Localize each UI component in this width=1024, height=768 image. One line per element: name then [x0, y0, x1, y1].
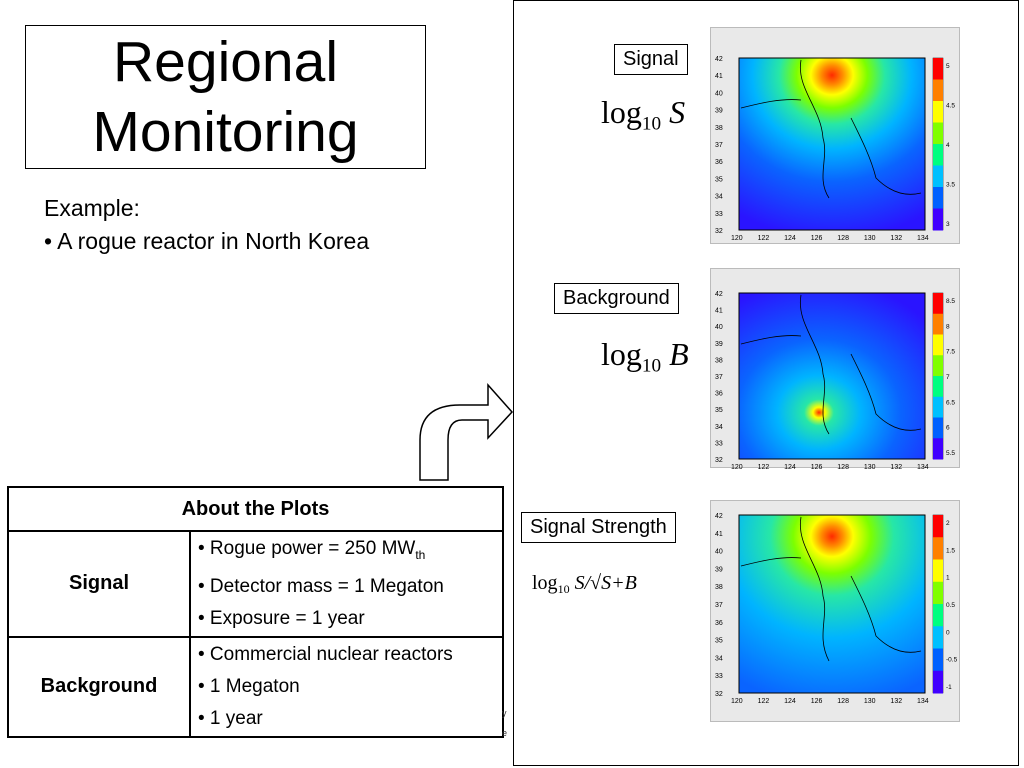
y-tick-label: 39: [715, 566, 723, 574]
x-tick-label: 134: [917, 235, 929, 242]
y-tick-label: 32: [715, 228, 723, 235]
colorbar-tick-label: 1.5: [946, 547, 956, 555]
signal-formula: [601, 94, 685, 136]
colorbar-tick-label: 7.5: [946, 348, 956, 356]
y-tick-label: 33: [715, 440, 723, 448]
colorbar-tick-label: 8.5: [946, 298, 956, 305]
x-tick-label: 128: [837, 698, 849, 705]
example-heading: Example:: [44, 195, 140, 221]
curved-arrow-icon: [410, 380, 520, 485]
background-heatmap-area: [739, 293, 925, 459]
signal-plot-frame: [710, 27, 960, 244]
y-tick-label: 40: [715, 90, 723, 98]
list-item: • Commercial nuclear reactors: [198, 643, 453, 665]
list-item: • Detector mass = 1 Megaton: [198, 575, 444, 597]
colorbar-segment: [933, 166, 943, 188]
y-tick-label: 41: [715, 73, 723, 81]
colorbar-segment: [933, 209, 943, 231]
colorbar-segment: [933, 101, 943, 123]
x-tick-label: 128: [837, 235, 849, 242]
y-tick-label: 37: [715, 142, 723, 149]
x-tick-label: 122: [757, 235, 770, 242]
x-tick-label: 126: [810, 464, 823, 471]
list-item: • 1 Megaton: [198, 675, 300, 697]
x-tick-label: 120: [731, 698, 743, 705]
x-tick-label: 120: [731, 464, 743, 471]
background-formula: [601, 336, 689, 378]
y-tick-label: 34: [715, 655, 723, 663]
y-tick-label: 41: [715, 307, 723, 315]
colorbar-tick-label: 0: [946, 629, 950, 637]
y-tick-label: 41: [715, 530, 723, 538]
y-tick-label: 38: [715, 357, 723, 365]
x-tick-label: 122: [757, 464, 770, 471]
formula-var: S/√S+B: [574, 572, 637, 594]
colorbar-segment: [933, 376, 943, 397]
page-title: Regional Monitoring: [92, 30, 359, 164]
colorbar-segment: [933, 604, 943, 627]
colorbar-tick-label: 6.5: [946, 399, 956, 407]
colorbar-segment: [933, 58, 943, 80]
y-tick-label: 42: [715, 513, 723, 520]
formula-log: log: [601, 336, 642, 372]
background-heatmap: [711, 269, 959, 471]
y-tick-label: 36: [715, 619, 723, 627]
power-unit-sub: th: [415, 547, 426, 562]
y-tick-label: 39: [715, 107, 723, 115]
colorbar-tick-label: 1: [946, 574, 950, 582]
strength-formula: [532, 572, 637, 597]
x-tick-label: 132: [890, 464, 903, 471]
x-tick-label: 124: [784, 235, 796, 242]
formula-sub: 10: [557, 582, 570, 597]
row-head-signal: Signal: [8, 531, 190, 637]
colorbar-tick-label: 6: [946, 424, 950, 432]
strength-plot-frame: [710, 500, 960, 722]
colorbar-segment: [933, 560, 943, 583]
formula-var: B: [669, 336, 689, 372]
list-item: • Exposure = 1 year: [198, 607, 365, 629]
y-tick-label: 34: [715, 423, 723, 431]
strength-heatmap-area: [739, 515, 925, 693]
y-tick-label: 36: [715, 159, 723, 167]
colorbar-segment: [933, 418, 943, 439]
y-tick-label: 37: [715, 602, 723, 609]
y-tick-label: 42: [715, 56, 723, 63]
x-tick-label: 128: [837, 464, 849, 471]
signal-heatmap: [711, 28, 959, 243]
strength-heatmap: [711, 501, 959, 721]
colorbar-tick-label: 4: [946, 142, 950, 149]
x-tick-label: 124: [784, 698, 796, 705]
y-tick-label: 34: [715, 193, 723, 201]
x-tick-label: 122: [757, 698, 770, 705]
colorbar-segment: [933, 80, 943, 102]
colorbar-tick-label: 4.5: [946, 102, 956, 110]
y-tick-label: 33: [715, 210, 723, 218]
colorbar-tick-label: 0.5: [946, 602, 956, 609]
colorbar-segment: [933, 582, 943, 605]
colorbar-tick-label: 5: [946, 63, 950, 70]
table-header: About the Plots: [8, 487, 503, 531]
x-tick-label: 132: [890, 235, 903, 242]
x-tick-label: 132: [890, 698, 903, 705]
colorbar-tick-label: 5.5: [946, 450, 956, 457]
x-tick-label: 130: [863, 235, 876, 242]
y-tick-label: 35: [715, 176, 723, 184]
x-tick-label: 124: [784, 464, 796, 471]
colorbar-tick-label: 2: [946, 520, 950, 527]
colorbar-segment: [933, 335, 943, 356]
fragment-text: e: [502, 728, 508, 738]
list-item: • Rogue power = 250 $MW_{th}$: [198, 538, 426, 562]
row-items-background: [190, 637, 503, 737]
table-row: [8, 531, 503, 637]
colorbar-segment: [933, 123, 943, 145]
colorbar-segment: [933, 293, 943, 314]
x-tick-label: 134: [917, 698, 929, 705]
colorbar-segment: [933, 438, 943, 459]
colorbar-tick-label: 7: [946, 374, 950, 381]
colorbar-tick-label: 3: [946, 221, 950, 228]
colorbar-segment: [933, 397, 943, 418]
colorbar-segment: [933, 626, 943, 649]
y-tick-label: 35: [715, 407, 723, 415]
y-tick-label: 32: [715, 457, 723, 464]
y-tick-label: 40: [715, 324, 723, 332]
colorbar-segment: [933, 187, 943, 209]
about-plots-table: [7, 486, 504, 738]
colorbar-tick-label: -1: [946, 684, 952, 691]
formula-sub: 10: [641, 355, 662, 377]
formula-log: log: [532, 572, 558, 594]
colorbar-segment: [933, 144, 943, 166]
colorbar-tick-label: 8: [946, 323, 950, 331]
y-tick-label: 35: [715, 637, 723, 645]
y-tick-label: 42: [715, 291, 723, 298]
example-bullet: • A rogue reactor in North Korea: [44, 228, 370, 254]
row-head-background: Background: [8, 637, 190, 737]
formula-sub: 10: [641, 113, 662, 135]
signal-label: Signal: [614, 44, 688, 75]
x-tick-label: 120: [731, 235, 743, 242]
y-tick-label: 32: [715, 691, 723, 698]
colorbar-segment: [933, 515, 943, 538]
x-tick-label: 130: [863, 698, 876, 705]
x-tick-label: 126: [810, 698, 823, 705]
background-label: Background: [554, 283, 679, 314]
colorbar-tick-label: 3.5: [946, 181, 956, 189]
colorbar-segment: [933, 355, 943, 376]
colorbar-segment: [933, 537, 943, 560]
y-tick-label: 40: [715, 548, 723, 556]
table-row: [8, 637, 503, 737]
row-items-signal: [190, 531, 503, 637]
background-plot-frame: [710, 268, 960, 471]
signal-heatmap-area: [739, 58, 925, 230]
fragment-text: y: [502, 708, 507, 718]
colorbar-segment: [933, 314, 943, 335]
y-tick-label: 37: [715, 374, 723, 381]
colorbar-segment: [933, 649, 943, 672]
example-text: [44, 192, 369, 258]
colorbar-segment: [933, 671, 943, 694]
x-tick-label: 126: [810, 235, 823, 242]
y-tick-label: 36: [715, 390, 723, 398]
formula-log: log: [601, 94, 642, 130]
list-item: • 1 year: [198, 707, 263, 729]
x-tick-label: 134: [917, 464, 929, 471]
y-tick-label: 38: [715, 124, 723, 132]
y-tick-label: 33: [715, 673, 723, 681]
formula-var: S: [669, 94, 686, 130]
y-tick-label: 39: [715, 340, 723, 348]
title-box: [25, 25, 426, 169]
y-tick-label: 38: [715, 584, 723, 592]
x-tick-label: 130: [863, 464, 876, 471]
strength-label: Signal Strength: [521, 512, 676, 543]
colorbar-tick-label: -0.5: [946, 656, 958, 664]
